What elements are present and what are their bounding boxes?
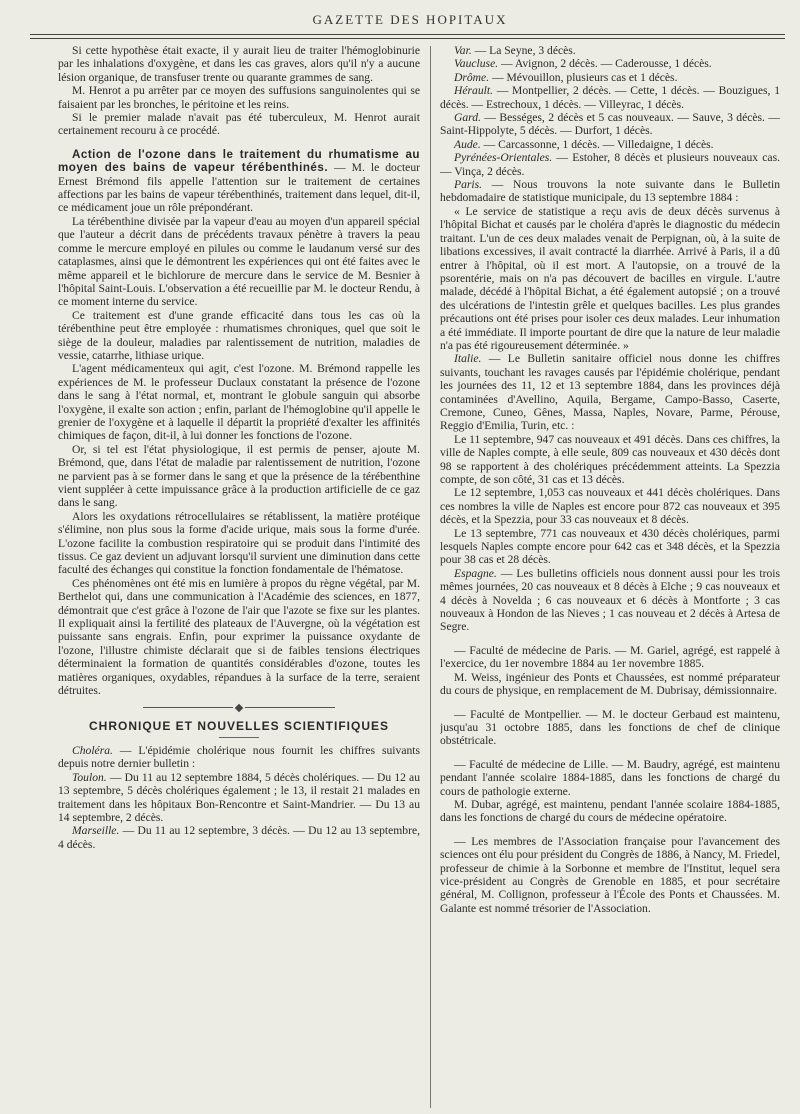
aude-text: — Carcassonne, 1 décès. — Villedaigne, 1 décès. <box>480 137 714 151</box>
short-rule <box>219 737 259 738</box>
vaucluse-label: Vaucluse. <box>454 57 499 71</box>
paragraph: Si le premier malade n'avait pas été tuberculeux, M. Henrot aurait certainement recouru à ce procédé. <box>58 111 420 138</box>
espagne-label: Espagne. <box>454 566 497 580</box>
paragraph: Or, si tel est l'état physiologique, il est permis de penser, ajoute M. Brémond, que, dans l'état de maladie par ralentissement de nutrition, l'ozone ne parvient pas à se former dans le sang et que la présence de la térébenthine vient suppléer à cette impuissance grâce à la production artificielle de ce gaz dans le sang. <box>58 442 420 510</box>
cholera-paragraph <box>58 744 420 771</box>
aude-paragraph <box>440 138 780 151</box>
left-column <box>58 44 420 1110</box>
po-paragraph <box>440 151 780 178</box>
faculte-paris: — Faculté de médecine de Paris. — M. Gariel, agrégé, est rappelé à l'exercice, du 1er novembre 1884 au 1er novembre 1885. <box>440 643 780 671</box>
marseille-label: Marseille. <box>72 824 120 838</box>
toulon-paragraph <box>58 771 420 825</box>
paragraph: L'agent médicamenteux qui agit, c'est l'ozone. M. Brémond rappelle les expériences de M. le professeur Duclaux constatant la présence de l'ozone dans le sang à l'état normal, et, montrant le globule sanguin qui absorbe l'oxygène, il exalte son action ; enfin, parlant de l'hémoglobine qu'il appelle le grenier de l'oxygène et à laquelle il départit la propriété d'exalter les affinités chimiques de façon, dit-il, à lui donner les fonctions de l'ozone. <box>58 362 420 443</box>
association-paragraph: — Les membres de l'Association française pour l'avancement des sciences ont élu pour président du Congrès de 1886, à Nancy, M. Friedel, professeur de chimie à la Sorbonne et membre de l'Institut, lequel sera vice-président au Congrès de Grenoble en 1885, et pour secrétaire général, M. Collignon, professeur à l'École des Ponts et Chaussées. M. Galante est nommé trésorier de l'Association. <box>440 834 780 915</box>
italie-label: Italie. <box>454 352 482 366</box>
faculte-montpellier: — Faculté de Montpellier. — M. le docteur Gerbaud est maintenu, jusqu'au 31 octobre 1885, dans les fonctions de chef de clinique obstétricale. <box>440 707 780 748</box>
paragraph: Le 12 septembre, 1,053 cas nouveaux et 441 décès cholériques. Dans ces nombres la ville de Naples est encore pour 872 cas nouveaux et 395 décès, et la Spezzia, pour 33 cas nouveaux et 8 décès. <box>440 486 780 527</box>
drome-paragraph <box>440 71 780 84</box>
paragraph: La térébenthine divisée par la vapeur d'eau au moyen d'un appareil spécial que l'auteur a décrit dans de précédents travaux pénètre à travers la peau comme le mercure employé en pilules ou comme le laudanum versé sur des cataplasmes, ainsi que le démontrent les expériences qui ont été faites avec le même appareil et le bichlorure de mercure dans le service de M. Besnier à l'hôpital Saint-Louis. L'observation a été recueillie par M. le docteur Rendu, à ce moment interne du service. <box>58 214 420 309</box>
paragraph: Si cette hypothèse était exacte, il y aurait lieu de traiter l'hémoglobinurie par les inhalations d'oxygène, et dans les cas graves, alors qu'il n'y a aucune lésion organique, de transfuser trente ou quarante grammes de sang. <box>58 44 420 84</box>
italie-paragraph <box>440 352 780 432</box>
ozone-heading: Action de l'ozone dans le traitement du rhumatisme au moyen des bains de vapeur térébenthinés. <box>58 147 420 175</box>
paragraph: Le 13 septembre, 771 cas nouveaux et 430 décès cholériques, parmi lesquels Naples compte encore pour 642 cas et 348 décès, et la Spezzia pour 38 cas et 28 décès. <box>440 526 780 567</box>
var-label: Var. <box>454 44 472 57</box>
paris-paragraph <box>440 178 780 205</box>
var-paragraph <box>440 44 780 57</box>
gard-label: Gard. <box>454 111 481 125</box>
vaucluse-paragraph <box>440 57 780 70</box>
right-column <box>440 44 780 1110</box>
paris-quote: « Le service de statistique a reçu avis de deux décès survenus à l'hôpital Bichat et causés par le choléra d'après le diagnostic du médecin traitant. L'un de ces deux malades venait de Perpignan, où, à la suite de libations excessives, il avait contracté la diarrhée. Arrivé à Paris, il a dû entrer à l'hôpital, où il est mort. A l'autopsie, on a trouvé de la psorentérie, mais on n'a pas découvert de bacilles en virgule. L'autre malade, décédé à l'hôpital Bichat, a été également autopsié ; on a trouvé des ulcérations de l'intestin grêle et quelques bacilles. Les plus grandes précautions ont été prises pour isoler ces deux malades. Leur inhumation a été immédiate. Il importe pourtant de dire que la nature de leur maladie n'a pas été rigoureusement déterminée. » <box>440 204 780 352</box>
herault-paragraph <box>440 84 780 111</box>
toulon-label: Toulon. <box>72 770 107 784</box>
header-rule-thin <box>30 38 785 39</box>
paragraph: M. Weiss, ingénieur des Ponts et Chaussées, est nommé préparateur du cours de physique, en remplacement de M. Dubrisay, démissionnaire. <box>440 670 780 698</box>
herault-label: Hérault. <box>454 84 493 98</box>
drome-text: — Mévouillon, plusieurs cas et 1 décès. <box>489 70 678 84</box>
herault-text: — Montpellier, 2 décès. — Cette, 1 décès. — Bouzigues, 1 décès. — Estrechoux, 1 décès. — Villeyrac, 1 décès. <box>440 84 780 111</box>
var-text: — La Seyne, 3 décès. <box>471 44 576 57</box>
chronique-heading: CHRONIQUE ET NOUVELLES SCIENTIFIQUES <box>88 718 390 733</box>
italie-text: — Le Bulletin sanitaire officiel nous donne les chiffres suivants, touchant les ravages causés par l'épidémie cholérique, pendant les journées des 11, 12 et 13 septembre 1884, dans les provinces déjà contaminées d'Avellino, Aquila, Bergame, Campo-Basso, Caserte, Cremone, Cuneo, Gênes, Massa, Naples, Novare, Parme, Pérouse, Reggio d'Emilia, Turin, etc. : <box>440 352 780 433</box>
espagne-paragraph <box>440 567 780 634</box>
paragraph: M. Dubar, agrégé, est maintenu, pendant l'année scolaire 1884-1885, dans les fonctions de chargé du cours de médecine opératoire. <box>440 797 780 825</box>
cholera-label: Choléra. <box>72 743 113 757</box>
header-rule <box>30 34 785 35</box>
ozone-lead: — M. le docteur Ernest Brémond fils appelle l'attention sur le traitement de certaines affections par les bains de vapeur térébenthinés, traitement dans lequel, dit-il, ce médicament joue un rôle prépondérant. <box>58 161 420 215</box>
po-text: — Estoher, 8 décès et plusieurs nouveaux cas. — Vinça, 2 décès. <box>440 151 780 178</box>
paris-label: Paris. <box>454 178 483 192</box>
paragraph: Ces phénomènes ont été mis en lumière à propos du règne végétal, par M. Berthelot qui, dans une communication à l'Académie des sciences, en 1877, démontrait que c'est grâce à l'ozone de l'air que l'azote se fixe sur les plantes. Il expliquait ainsi la fertilité des plateaux de l'Auvergne, où la végétation est puissante sans engrais. Enfin, pour exprimer la puissance oxydante de l'ozone, l'illustre chimiste déclarait que si de faibles tensions électriques déterminaient la formation de quantités considérables d'ozone, toutes les matières organiques, oxydables, répandues à la surface de la terre, seraient détruites. <box>58 576 420 698</box>
gard-text: — Bességes, 2 décès et 5 cas nouveaux. — Sauve, 3 décès. — Saint-Hippolyte, 5 décès. — Durfort, 1 décès. <box>440 111 780 138</box>
drome-label: Drôme. <box>454 70 490 84</box>
po-label: Pyrénées-Orientales. <box>454 151 553 165</box>
column-divider <box>430 46 431 1108</box>
marseille-paragraph <box>58 824 420 851</box>
paragraph: Le 11 septembre, 947 cas nouveaux et 491 décès. Dans ces chiffres, la ville de Naples compte, à elle seule, 809 cas nouveaux et 430 décès dont 98 se rapportent à des cholériques précédemment atteints. La Spezzia compte, de son côté, 31 cas et 13 décès. <box>440 432 780 486</box>
page-header: GAZETTE DES HOPITAUX <box>312 12 508 27</box>
ozone-article <box>58 148 420 215</box>
paragraph: Alors les oxydations rétrocellulaires se rétablissent, la matière protéique s'élimine, non plus sous la forme d'acide urique, mais sous la forme d'urée. L'ozone facilite la combustion respiratoire qui se produit dans l'intimité des tissus. Ce gaz devient un adjuvant lorsqu'il survient une diminution dans cette faculté des échanges qui constitue la fonction fondamentale de l'hématose. <box>58 509 420 577</box>
espagne-text: — Les bulletins officiels nous donnent aussi pour les trois mêmes journées, 20 cas nouveaux et 8 décès à Elche ; 9 cas nouveaux et 4 décès à Novelda ; 6 cas nouveaux et 6 décès à Montforte ; 3 cas nouveaux à Hondon de las Nieves ; 1 cas nouveau et 2 décès à Artesa de Segre. <box>440 566 780 634</box>
ornament-divider <box>58 704 420 712</box>
paragraph: Ce traitement est d'une grande efficacité dans tous les cas où la térébenthine peut être employée : rhumatismes chroniques, quel que soit le siège de la douleur, maladies par ralentissement de nutrition, maladies de vessie, catarrhe, lithiase urique. <box>58 308 420 362</box>
vaucluse-text: — Avignon, 2 décès. — Caderousse, 1 décès. <box>498 57 712 71</box>
cholera-text: — L'épidémie cholérique nous fournit les chiffres suivants depuis notre dernier bulletin : <box>58 743 420 771</box>
marseille-text: — Du 11 au 12 septembre, 3 décès. — Du 12 au 13 septembre, 4 décès. <box>58 824 420 851</box>
paris-text: — Nous trouvons la note suivante dans le Bulletin hebdomadaire de statistique municipale, du 13 septembre 1884 : <box>440 178 780 205</box>
faculte-lille: — Faculté de médecine de Lille. — M. Baudry, agrégé, est maintenu pendant l'année scolaire 1884-1885, dans les fonctions de chargé du cours de pathologie externe. <box>440 757 780 798</box>
paragraph: M. Henrot a pu arrêter par ce moyen des suffusions sanguinolentes qui se faisaient par les bronches, le péritoine et les reins. <box>58 84 420 111</box>
gard-paragraph <box>440 111 780 138</box>
toulon-text: — Du 11 au 12 septembre 1884, 5 décès cholériques. — Du 12 au 13 septembre, 5 décès cholériques également ; le 13, il restait 21 malades en traitement dans les hôpitaux Bon-Rencontre et Saint-Mandrier. — Du 13 au 14 septembre, 2 décès. <box>58 770 420 824</box>
aude-label: Aude. <box>454 137 481 151</box>
